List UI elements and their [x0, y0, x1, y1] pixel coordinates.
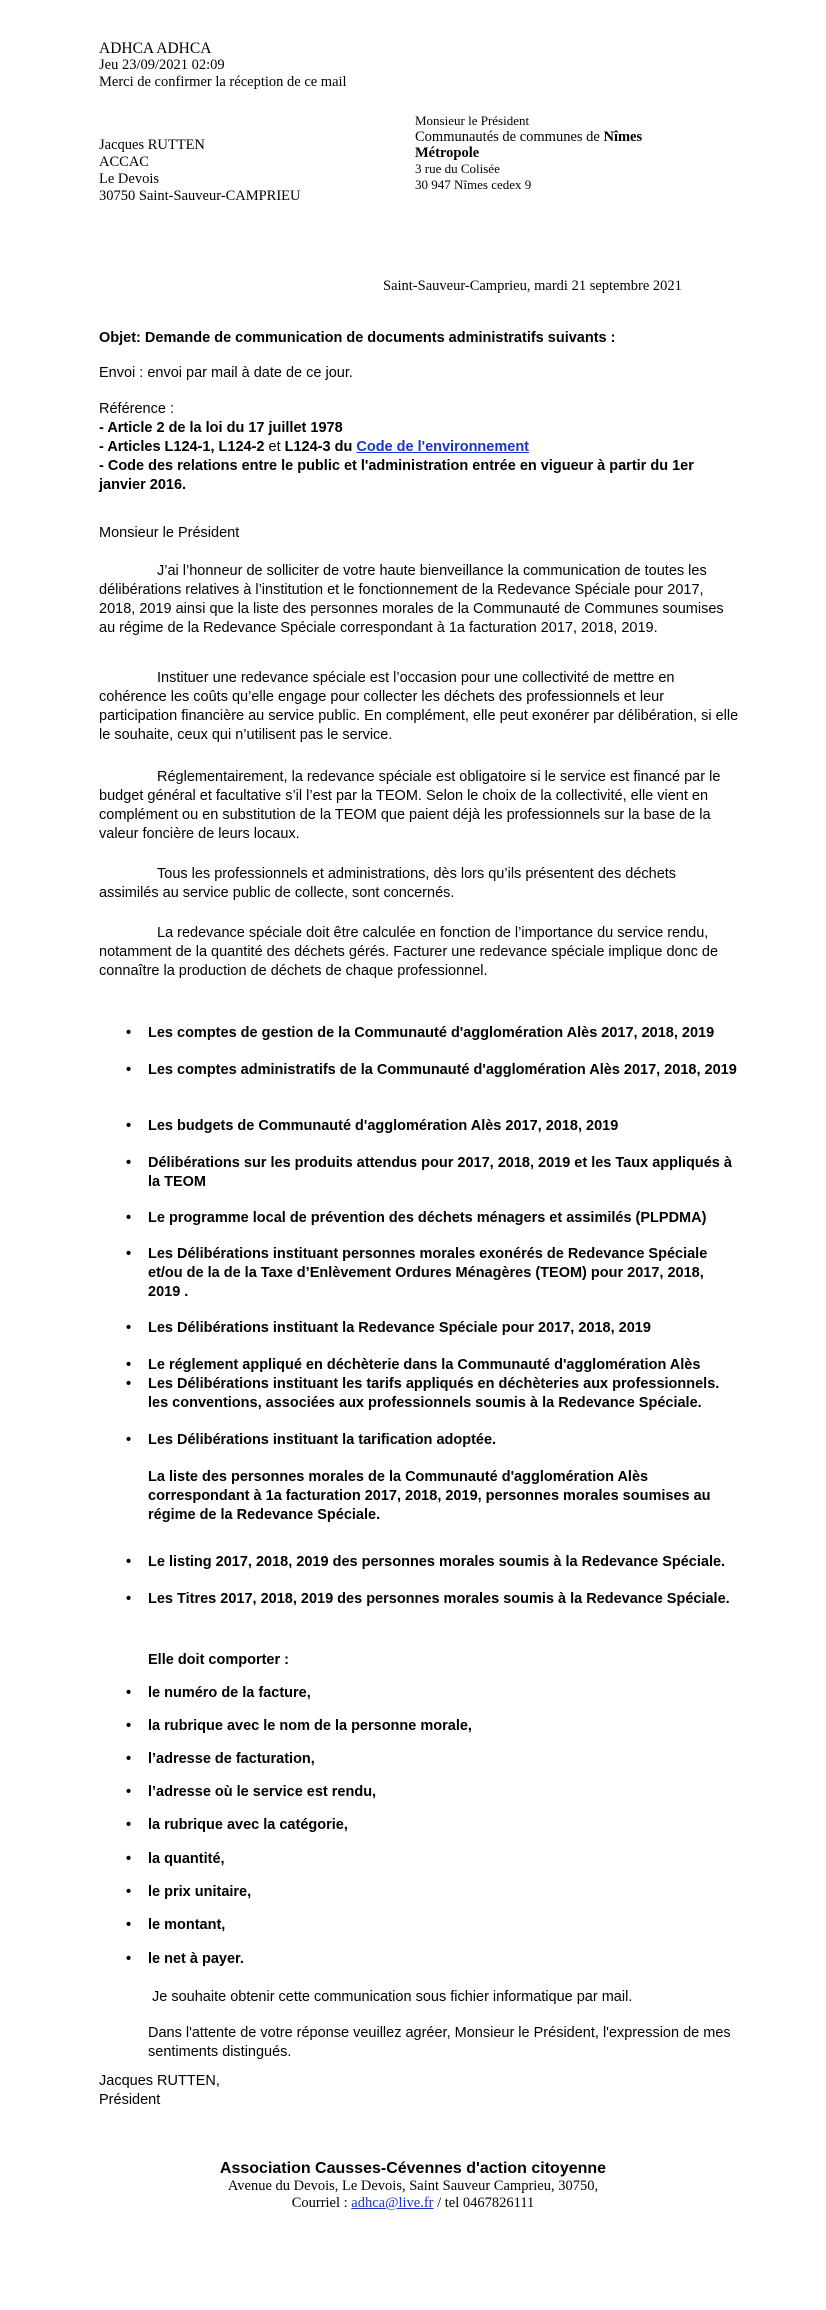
list-item-text: Délibérations sur les produits attendus pour 2017, 2018, 2019 et les Taux appliqués à la TEOM: [148, 1155, 732, 1190]
list-item: [126, 1717, 738, 1736]
bullet-icon: •: [126, 1817, 132, 1833]
signature: [99, 2072, 739, 2110]
list-item-text: la rubrique avec le nom de la personne morale,: [148, 1718, 472, 1734]
recipient-org-metropole: Métropole: [415, 145, 480, 161]
bullet-icon: •: [126, 1432, 132, 1448]
bullet-icon: •: [126, 1685, 132, 1701]
reference-label: Référence :: [99, 401, 174, 417]
list-item: [126, 1883, 738, 1902]
list-item-text: Le réglement appliqué en déchèterie dans la Communauté d'agglomération Alès: [148, 1357, 701, 1373]
bullet-icon: •: [126, 1554, 132, 1570]
bullet-icon: •: [126, 1591, 132, 1607]
list-item: [126, 1319, 738, 1338]
list-item: [126, 1553, 738, 1572]
bullet-icon: •: [126, 1951, 132, 1967]
list-item: [126, 1783, 738, 1802]
bullet-icon: •: [126, 1718, 132, 1734]
reference-et: et: [264, 439, 285, 455]
subject-line: Objet: Demande de communication de documents administratifs suivants :: [99, 330, 616, 346]
list-item: [126, 1375, 738, 1413]
email-header: [99, 40, 347, 91]
recipient-title: Monsieur le Président: [415, 113, 530, 128]
bullet-icon: •: [126, 1155, 132, 1171]
list-item: [126, 1750, 738, 1769]
list-item: [126, 1590, 738, 1609]
bullet-icon: •: [126, 1784, 132, 1800]
list-item: [126, 1154, 738, 1192]
sender-place: Le Devois: [99, 171, 159, 187]
list-item: [126, 1024, 738, 1043]
paragraph-2-text: Instituer une redevance spéciale est l’occasion pour une collectivité de mettre en cohérence les coûts qu’elle engage pour collecter les déchets des professionnels et leur participation financière au service public. En complément, elle peut exonérer par délibération, si elle le souhaite, ceux qui n’utilisent pas le service.: [99, 670, 739, 743]
bullet-icon: •: [126, 1751, 132, 1767]
list-item: [126, 1431, 738, 1450]
recipient-org: [415, 129, 642, 145]
reference-line2: [99, 438, 739, 457]
bullet-icon: •: [126, 1118, 132, 1134]
recipient-city: 30 947 Nîmes cedex 9: [415, 177, 532, 192]
paragraph-3: [99, 768, 739, 844]
list-item: [126, 1245, 738, 1302]
list-item-text: l’adresse de facturation,: [148, 1751, 315, 1767]
letterhead-footer: [0, 2159, 826, 2212]
signature-role: Président: [99, 2092, 161, 2108]
paragraph-5: [99, 924, 739, 981]
list-item-text: le net à payer.: [148, 1951, 244, 1967]
list-item-text: Les comptes administratifs de la Communauté d'agglomération Alès 2017, 2018, 2019: [148, 1062, 737, 1078]
list-item-text: Les Délibérations instituant personnes morales exonérés de Redevance Spéciale et/ou de la de la Taxe d’Enlèvement Ordures Ménagères (TEOM) pour 2017, 2018, 2019 .: [148, 1246, 708, 1300]
list-item: [126, 1684, 738, 1703]
sender-address: [99, 137, 301, 205]
paragraph-1-text: J’ai l’honneur de solliciter de votre haute bienveillance la communication de toutes les délibérations relatives à l’institution et le fonctionnement de la Redevance Spéciale pour 2017, 2018, 2019 ainsi que la liste des personnes morales de la Communauté de Communes soumises au régime de la Redevance Spéciale correspondant à 1a facturation 2017, 2018, 2019.: [99, 563, 724, 636]
recipient-org-city: Nîmes: [603, 129, 643, 145]
paragraph-5-text: La redevance spéciale doit être calculée en fonction de l’importance du service rendu, notamment de la quantité des déchets gérés. Facturer une redevance spéciale implique donc de connaître la production de déchets de chaque professionnel.: [99, 925, 719, 979]
liste-paragraph: La liste des personnes morales de la Communauté d'agglomération Alès correspondant à 1a facturation 2017, 2018, 2019, personnes morales soumises au régime de la Redevance Spéciale.: [148, 1469, 711, 1523]
footer-address: Avenue du Devois, Le Devois, Saint Sauveur Camprieu, 30750,: [227, 2178, 599, 2194]
list-item-text: Le listing 2017, 2018, 2019 des personnes morales soumis à la Redevance Spéciale.: [148, 1554, 726, 1570]
list-item-text: Les Titres 2017, 2018, 2019 des personnes morales soumis à la Redevance Spéciale.: [148, 1591, 730, 1607]
list-item-text: Les Délibérations instituant la tarification adoptée.: [148, 1432, 497, 1448]
recipient-address: [415, 113, 642, 193]
bullet-icon: •: [126, 1025, 132, 1041]
paragraph-2: [99, 669, 739, 745]
list-item: [126, 1061, 738, 1080]
sender-name: Jacques RUTTEN: [99, 137, 205, 153]
footer-email-link[interactable]: adhca@live.fr: [351, 2195, 434, 2211]
list-item-text: le numéro de la facture,: [148, 1685, 311, 1701]
footer-org: Association Causses-Cévennes d'action citoyenne: [219, 2160, 607, 2177]
list-item-text: la rubrique avec la catégorie,: [148, 1817, 348, 1833]
comporter-label: Elle doit comporter :: [148, 1652, 289, 1668]
code-environnement-link[interactable]: Code de l'environnement: [356, 439, 529, 455]
signature-name: Jacques RUTTEN,: [99, 2073, 220, 2089]
bullet-icon: •: [126, 1246, 132, 1262]
email-note: Merci de confirmer la réception de ce mail: [99, 74, 347, 90]
paragraph-1: [99, 562, 739, 638]
footer-contact-prefix: Courriel :: [291, 2195, 352, 2211]
paragraph-3-text: Réglementairement, la redevance spéciale est obligatoire si le service est financé par le budget général et facultative s’il l’est par la TEOM. Selon le choix de la collectivité, elle vient en complément ou en substitution de la TEOM que paient déjà les professionnels sur la base de la valeur foncière de leurs locaux.: [99, 769, 721, 842]
paragraph-4: [99, 865, 739, 903]
list-item-text: l’adresse où le service est rendu,: [148, 1784, 377, 1800]
list-item-text: Le programme local de prévention des déchets ménagers et assimilés (PLPDMA): [148, 1210, 707, 1226]
sender-city: 30750 Saint-Sauveur-CAMPRIEU: [99, 188, 301, 204]
salutation: Monsieur le Président: [99, 525, 240, 541]
envoi-line: Envoi : envoi par mail à date de ce jour.: [99, 365, 353, 381]
list-item-text: le montant,: [148, 1917, 226, 1933]
bullet-icon: •: [126, 1320, 132, 1336]
list-item: [126, 1916, 738, 1935]
recipient-org-prefix: Communautés de communes de: [415, 129, 604, 145]
reference-articles: - Articles L124-1, L124-2: [99, 439, 265, 455]
reference-line3: - Code des relations entre le public et l'administration entrée en vigueur à partir du 1er janvier 2016.: [99, 458, 694, 493]
list-item-text: Les Délibérations instituant les tarifs appliqués en déchèteries aux professionnels. les conventions, associées aux professionnels soumis à la Redevance Spéciale.: [148, 1376, 720, 1411]
bullet-icon: •: [126, 1357, 132, 1373]
list-item: [126, 1117, 738, 1136]
bullet-icon: •: [126, 1917, 132, 1933]
closing-formula: Dans l'attente de votre réponse veuillez agréer, Monsieur le Président, l'expression de mes sentiments distingués.: [148, 2025, 731, 2060]
list-item: [126, 1850, 738, 1869]
bullet-icon: •: [126, 1376, 132, 1392]
recipient-street: 3 rue du Colisée: [415, 161, 500, 176]
list-item-text: le prix unitaire,: [148, 1884, 252, 1900]
paragraph-4-text: Tous les professionnels et administrations, dès lors qu’ils présentent des déchets assimilés au service public de collecte, sont concernés.: [99, 866, 677, 901]
reference-block: [99, 400, 739, 495]
email-date: Jeu 23/09/2021 02:09: [99, 57, 225, 73]
list-item: [126, 1950, 738, 1969]
footer-contact: [0, 2195, 826, 2212]
sender-org: ACCAC: [99, 154, 149, 170]
list-item-text: Les comptes de gestion de la Communauté d'agglomération Alès 2017, 2018, 2019: [148, 1025, 715, 1041]
list-item-text: Les Délibérations instituant la Redevance Spéciale pour 2017, 2018, 2019: [148, 1320, 651, 1336]
reference-article3: L124-3 du: [284, 439, 357, 455]
list-item: [126, 1356, 738, 1375]
bullet-icon: •: [126, 1851, 132, 1867]
list-item: [126, 1816, 738, 1835]
list-item: [126, 1209, 738, 1228]
bullet-icon: •: [126, 1062, 132, 1078]
date-line: Saint-Sauveur-Camprieu, mardi 21 septembre 2021: [383, 278, 682, 294]
bullet-icon: •: [126, 1884, 132, 1900]
bullet-icon: •: [126, 1210, 132, 1226]
footer-contact-suffix: / tel 0467826111: [433, 2195, 535, 2211]
recipient-org-line2: [415, 145, 642, 161]
closing-request: Je souhaite obtenir cette communication sous fichier informatique par mail.: [152, 1989, 633, 2005]
reference-line1: - Article 2 de la loi du 17 juillet 1978: [99, 420, 343, 436]
list-item-text: la quantité,: [148, 1851, 225, 1867]
list-item-text: Les budgets de Communauté d'agglomération Alès 2017, 2018, 2019: [148, 1118, 619, 1134]
email-from: ADHCA ADHCA: [99, 40, 212, 57]
